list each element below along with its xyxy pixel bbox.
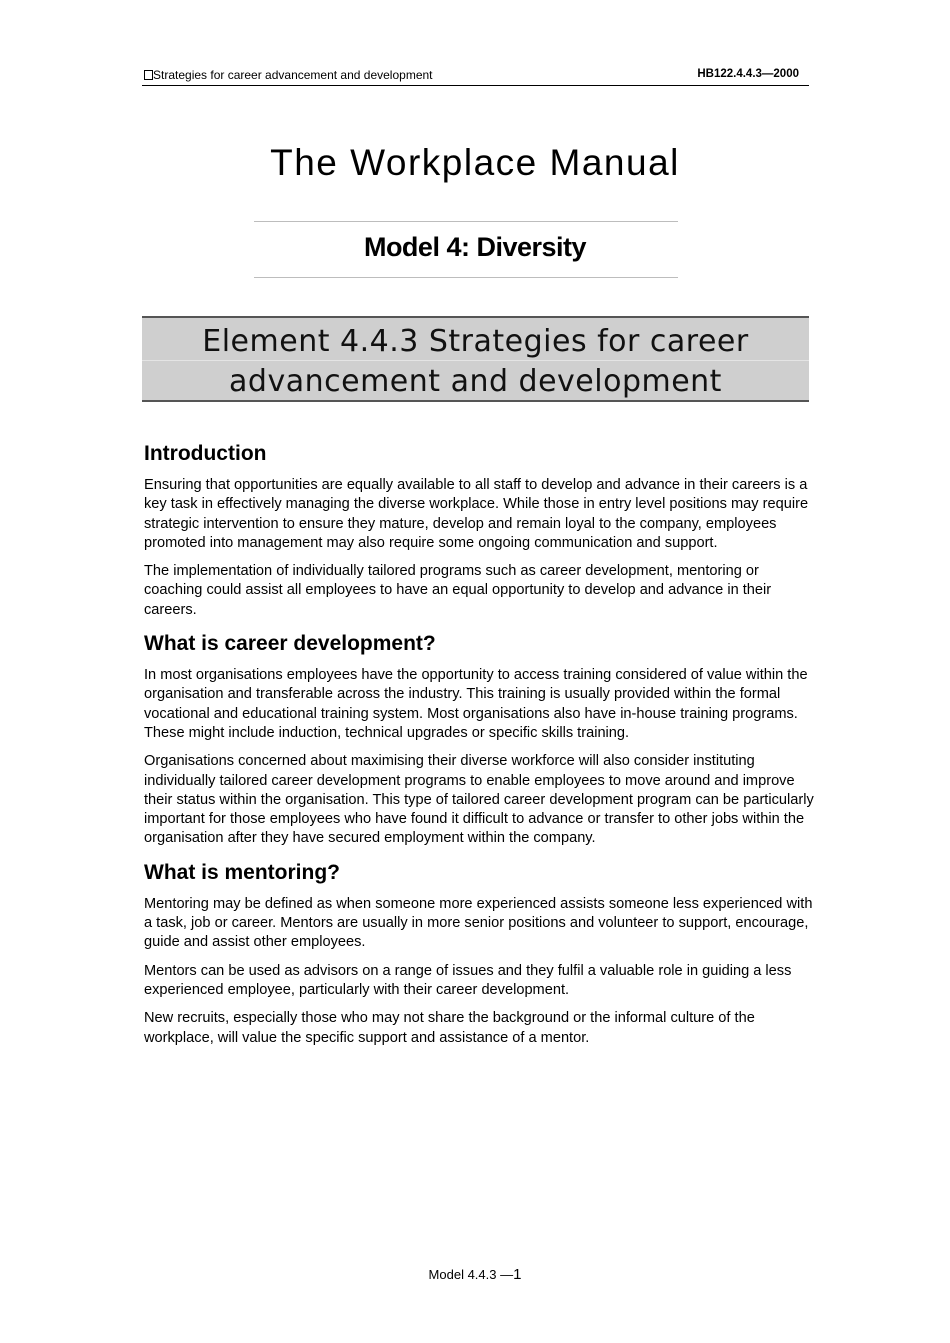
page-number: 1 bbox=[513, 1266, 522, 1283]
paragraph: New recruits, especially those who may not share the background or the informal culture of the workplace, will value the specific support and assistance of a mentor. bbox=[144, 1010, 755, 1046]
element-banner bbox=[142, 316, 809, 402]
title-divider-top bbox=[254, 221, 678, 222]
section-mentoring bbox=[144, 859, 814, 1048]
title-divider-bottom bbox=[254, 277, 678, 278]
document-code: HB122.4.4.3—2000 bbox=[697, 68, 799, 80]
checkbox-glyph-icon bbox=[144, 70, 153, 80]
section-career-development bbox=[144, 630, 814, 849]
section-heading: What is career development? bbox=[144, 632, 436, 656]
paragraph: The implementation of individually tailored programs such as career development, mentoring or coaching could assist all employees to have an equal opportunity to develop and advance in their careers. bbox=[144, 563, 772, 618]
running-header bbox=[142, 66, 809, 86]
section-heading: Introduction bbox=[144, 442, 267, 465]
element-banner-line-2: advancement and development bbox=[229, 364, 722, 399]
element-banner-text bbox=[142, 322, 809, 402]
paragraph: Ensuring that opportunities are equally available to all staff to develop and advance in their careers is a key task in effectively managing the diverse workplace. While those in entry level positions may require strategic intervention to ensure they mature, develop and remain loyal to the company, employees promoted into management may also require some ongoing communication and support. bbox=[144, 477, 809, 551]
footer-label: Model 4.4.3 — bbox=[428, 1267, 514, 1282]
main-content bbox=[144, 440, 814, 1057]
section-introduction bbox=[144, 440, 814, 620]
manual-title: The Workplace Manual bbox=[270, 142, 680, 183]
paragraph: Mentoring may be defined as when someone more experienced assists someone less experienced with a task, job or career. Mentors are usually in more senior positions and volunteer to support, encourage, guide and assist other employees. bbox=[144, 895, 813, 951]
paragraph: In most organisations employees have the opportunity to access training considered of value within the organisation and transferable across the industry. This training is usually provided within the formal vocational and educational training system. Most organisations also have in-house training programs. These might include induction, technical upgrades or specific skills training. bbox=[144, 667, 808, 741]
running-header-left bbox=[144, 68, 433, 82]
section-heading: What is mentoring? bbox=[144, 860, 340, 884]
element-banner-line-1: Element 4.4.3 Strategies for career bbox=[202, 324, 749, 359]
page-footer bbox=[0, 1266, 950, 1283]
paragraph: Organisations concerned about maximising their diverse workforce will also consider instituting individually tailored career development programs to enable employees to move around and improve their status within the organisation. This type of tailored career development program can be particularly important for those employees who have found it difficult to advance or transfer to other jobs within the organisation after they have secured employment within the company. bbox=[144, 753, 814, 847]
model-title: Model 4: Diversity bbox=[363, 232, 587, 262]
paragraph: Mentors can be used as advisors on a range of issues and they fulfil a valuable role in guiding a less experienced employee, particularly with their career development. bbox=[144, 962, 792, 998]
running-header-title: Strategies for career advancement and development bbox=[153, 68, 433, 82]
